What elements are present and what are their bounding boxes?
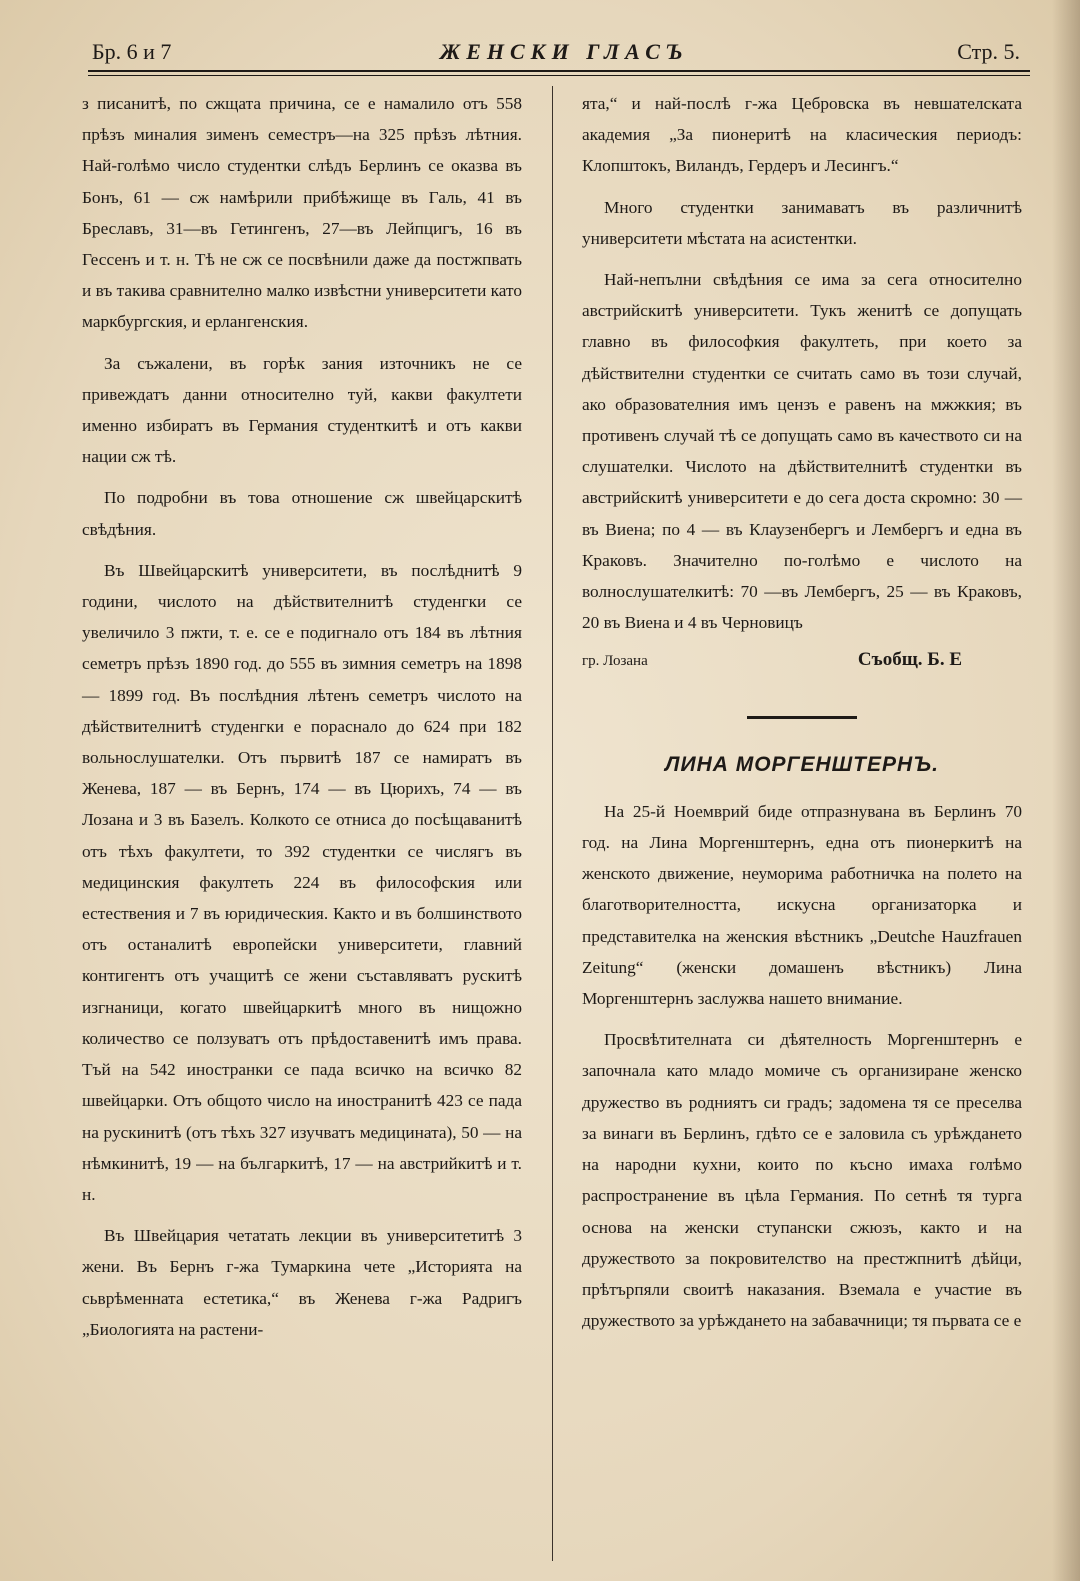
header-rule	[88, 70, 1030, 72]
column-divider	[552, 86, 553, 1561]
signature-place: гр. Лозана	[582, 653, 648, 670]
signature-author: Съобщ. Б. Е	[857, 649, 962, 671]
paragraph: Въ Швейцарскитѣ университети, въ послѣднитѣ 9 години, числото на дѣйствителнитѣ студенгки се увеличило 3 пжти, т. е. се е подигнало отъ 184 въ лѣтния семетръ прѣзъ 1890 год. до 555 въ зимния семетръ на 1898 — 1899 год. Въ послѣдния лѣтенъ семетръ числото на дѣйствителнитѣ студенгки е порасналo до 624 при 182 вольнослушателки. Отъ първитѣ 187 се намиратъ въ Женева, 187 — въ Бернъ, 174 — въ Цюрихъ, 74 — въ Лозана и 3 въ Базелъ. Колкото се отниса до посѣщаванитѣ отъ тѣхъ факултети, то 392 студентки се числягъ въ медицинския факултеть 224 въ философския или естествения и 7 въ юридическия. Както и въ болшинството отъ останалитѣ европейски университети, главний контигентъ отъ учащитѣ се жени съставляватъ рускитѣ изгнаници, когато швейцаркитѣ много въ нищожно количество се ползуватъ отъ прѣдоставенитѣ имъ права. Тъй на 542 иностранки се пада всичко на всичко 82 швейцарки. Отъ общото число на иностранитѣ 423 се пада на рускинитѣ (отъ тѣхъ 327 изучватъ медицината), 50 — на нѣмкинитѣ, 19 — на българкитѣ, 17 — на австрийкитѣ и т. н.	[82, 560, 522, 1204]
article-title: ЛИНА МОРГЕНШТЕРНЪ.	[665, 752, 939, 776]
page-edge-shadow	[1052, 0, 1080, 1581]
issue-number: Бр. 6 и 7	[92, 39, 172, 64]
paragraph: ята,“ и най-послѣ г-жа Цебровска въ невшателската академия „За пионеритѣ на класическия периодъ: Клопштокъ, Виландъ, Гердеръ и Лесингъ.“	[582, 94, 1022, 176]
paragraph: з писанитѣ, по сжщата причина, се е намалило отъ 558 прѣзъ миналия зименъ семестръ—на 325 прѣзъ лѣтния. Най-голѣмо число студентки слѣдъ Берлинъ се оказва въ Бонъ, 61 — сж намѣрили прибѣжище въ Галь, 41 въ Бреславъ, 31—въ Гетингенъ, 27—въ Лейпцигъ, 16 въ Гессенъ и т. н. Тѣ не сж се посвѣнили даже да постжпвать и въ такива сравнително малко извѣстни университети като маркбургския, и ерлангенския.	[82, 94, 522, 332]
paragraph: Просвѣтителната си дѣятелность Моргенштернъ е започнала като младо момиче съ организиране женско дружество въ родниятъ си градъ; задомена тя се преселва за винаги въ Берлинъ, гдѣто се е заловила съ урѣждането на народни кухни, които по късно имаха голѣмо распространение въ цѣла Германия. По сетнѣ тя турга основа на женски ступански сжюзъ, както и на дружеството за покровителство на престжпнитѣ дѣйци, прѣтърпяли своитѣ наказания. Вземала е участие въ дружеството за урѣждането на забавачници; тя първата се е	[582, 1030, 1022, 1331]
left-column	[82, 88, 522, 1345]
signature-line	[582, 644, 1022, 677]
paragraph: На 25-й Ноемврий биде отпразнувана въ Берлинъ 70 год. на Лина Моргенштернъ, една отъ пионеркитѣ на женското движение, неуморима работничка на полето на благотворителността, искусна организаторка и представителка на женския вѣстникъ „Deutche Hauzfrauen Zeitung“ (женски домашенъ вѣстникъ) Лина Моргенштернъ заслужва нашето внимание.	[582, 801, 1022, 1009]
header-rule-thin	[88, 75, 1030, 76]
paragraph: Въ Швейцария четатать лекции въ университетитѣ 3 жени. Въ Бернъ г-жа Тумаркина чете „Историята на сьврѣменната естетика,“ въ Женева г-жа Радригъ „Биологията на растени-	[82, 1226, 522, 1339]
section-divider	[747, 716, 857, 719]
page-number: Стр. 5.	[957, 39, 1020, 64]
paragraph: Много студентки занимаватъ въ различнитѣ университети мѣстата на асистентки.	[582, 197, 1022, 248]
paragraph: Най-непълни свѣдѣния се има за сега относително австрийскитѣ университети. Тукъ женитѣ се допущать главно въ философкия факултеть, при което за дѣйствителни студентки се считать само въ този случай, ако образователния имъ цензъ е равенъ на мжжкия; въ противенъ случай тѣ се допущать само въ качеството си на слушателки. Числото на дѣйствителнитѣ студентки въ австрийскитѣ университети е до сега доста скромно: 30 — въ Виена; по 4 — въ Клаузенбергъ и Лембергъ и една въ Краковъ. Значително по-голѣмо е числото на волнослушателкитѣ: 70 —въ Лембергъ, 25 — въ Краковъ, 20 въ Виена и 4 въ Черновицъ	[582, 270, 1022, 633]
page-header	[92, 34, 1020, 70]
right-column	[582, 88, 1022, 1336]
paragraph: За съжалени, въ горѣк зания източникъ не се привеждатъ данни относително туй, какви факултети именно избиратъ въ Германия студенткитѣ и отъ какви нации сж тѣ.	[82, 353, 522, 467]
newspaper-title: ЖЕНСКИ ГЛАСЪ	[440, 39, 689, 64]
paragraph: По подробни въ това отношение сж швейцарскитѣ свѣдѣния.	[82, 488, 522, 539]
